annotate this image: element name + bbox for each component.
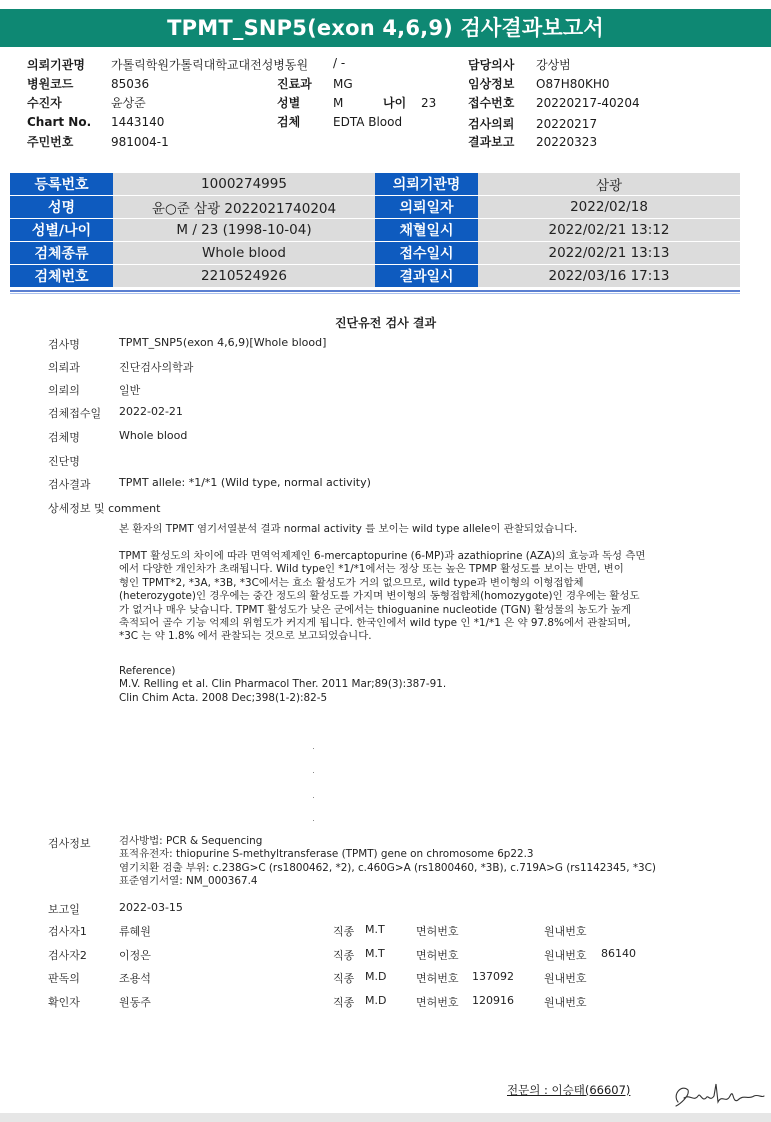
result-label: 검체명	[48, 431, 80, 444]
comment-line: 가 없거나 매우 낮습니다. TPMT 활성도가 낮은 군에서는 thioguanine nucleotide (TGN) 활성물의 농도가 높게	[119, 603, 631, 616]
header-row-request-date: 검사의뢰 20220217	[468, 117, 598, 131]
staff-license-label: 면허번호	[416, 996, 459, 1009]
staff-name: 원동주	[119, 996, 151, 1009]
reference-line: Clin Chim Acta. 2008 Dec;398(1-2):82-5	[119, 691, 328, 704]
method-block	[119, 835, 719, 889]
method-line: 염기치환 검출 부위: c.238G>C (rs1800462, *2), c.460G>A (rs1800460, *3B), c.719A>G (rs1142345, *3C)	[119, 861, 656, 874]
method-line: 표준염기서열: NM_000367.4	[119, 875, 258, 888]
result-label: 검체접수일	[48, 407, 102, 420]
staff-job-label: 직종	[333, 972, 355, 985]
result-value: 진단검사의학과	[119, 361, 194, 374]
header-row-specimen: 검체 EDTA Blood	[277, 115, 403, 129]
table-key: 검체종류	[10, 242, 113, 265]
staff-job: M.D	[365, 970, 387, 983]
comment-line: 에서 다양한 개인차가 초래됩니다. Wild type인 *1/*1에서는 정상 또는 높은 TPMP 활성도를 보이는 반면, 변이	[119, 563, 624, 576]
page-bottom-band	[0, 1113, 771, 1122]
table-value: Whole blood	[113, 242, 375, 265]
header-row-department: 진료과 MG	[277, 77, 353, 91]
result-value: TPMT_SNP5(exon 4,6,9)[Whole blood]	[119, 336, 327, 349]
staff-job-label: 직종	[333, 925, 355, 938]
header-row-chart-no: Chart No. 1443140	[27, 115, 165, 129]
comment-body	[119, 550, 689, 644]
report-date-value: 2022-03-15	[119, 901, 183, 914]
header-row-patient: 수진자 윤상준	[27, 96, 146, 110]
scan-speck	[313, 772, 314, 773]
staff-job-label: 직종	[333, 996, 355, 1009]
table-row	[10, 219, 740, 242]
result-label: 의뢰의	[48, 384, 80, 397]
result-value: 2022-02-21	[119, 405, 183, 418]
table-row	[10, 242, 740, 265]
report-date-label: 보고일	[48, 903, 80, 916]
table-row	[10, 196, 740, 219]
signature-image	[668, 1076, 766, 1110]
header-row-resident-no: 주민번호 981004-1	[27, 135, 169, 149]
comment-line: (heterozygote)인 경우에는 중간 정도의 활성도를 가지며 변이형의 동형접합체(homozygote)인 경우에는 활성도	[119, 590, 640, 603]
table-value: 2022/02/21 13:13	[478, 242, 740, 265]
header-row-receipt-no: 접수번호 20220217-40204	[468, 96, 640, 110]
divider	[10, 290, 740, 292]
specialist-contact: 전문의 : 이승태(66607)	[507, 1083, 631, 1097]
scan-speck	[313, 797, 314, 798]
table-value: 1000274995	[113, 173, 375, 196]
staff-name: 조용석	[119, 972, 151, 985]
comment-line: 축적되어 골수 기능 억제의 위험도가 커지게 됩니다. 한국인에서 wild type 인 *1/*1 은 약 97.8%에서 관찰되며,	[119, 617, 631, 630]
result-value: Whole blood	[119, 429, 188, 442]
divider	[10, 293, 740, 294]
method-line: 검사방법: PCR & Sequencing	[119, 835, 263, 847]
table-key: 성명	[10, 196, 113, 219]
header-row-slash: / -	[333, 56, 346, 70]
table-value: 2210524926	[113, 265, 375, 288]
scan-speck	[313, 820, 314, 821]
staff-emp-label: 원내번호	[544, 925, 587, 938]
result-label: 진단명	[48, 455, 80, 468]
report-title: TPMT_SNP5(exon 4,6,9) 검사결과보고서	[0, 9, 771, 47]
table-key: 결과일시	[375, 265, 478, 288]
scan-speck	[313, 748, 314, 749]
table-key: 접수일시	[375, 242, 478, 265]
staff-role: 판독의	[48, 972, 80, 985]
staff-emp-label: 원내번호	[544, 972, 587, 985]
table-key: 의뢰기관명	[375, 173, 478, 196]
staff-job: M.T	[365, 947, 385, 960]
comment-line: *3C 는 약 1.8% 에서 관찰되는 것으로 보고되었습니다.	[119, 630, 372, 643]
table-key: 채혈일시	[375, 219, 478, 242]
section-title: 진단유전 검사 결과	[334, 316, 437, 330]
table-key: 의뢰일자	[375, 196, 478, 219]
staff-job: M.D	[365, 994, 387, 1007]
method-label: 검사정보	[48, 837, 91, 850]
reference-line: M.V. Relling et al. Clin Pharmacol Ther. 2011 Mar;89(3):387-91.	[119, 678, 447, 691]
header-row-age: 나이 23	[383, 96, 437, 110]
result-label: 검사명	[48, 338, 80, 351]
table-value: 윤○준 삼광 2022021740204	[113, 196, 375, 219]
header-row-clinical-info: 임상정보 O87H80KH0	[468, 77, 610, 91]
header-row-report-date: 결과보고 20220323	[468, 135, 598, 149]
patient-info-table	[10, 173, 740, 288]
table-row	[10, 265, 740, 288]
result-value: TPMT allele: *1/*1 (Wild type, normal activity)	[119, 476, 371, 489]
staff-name: 이정은	[119, 949, 151, 962]
staff-job: M.T	[365, 923, 385, 936]
reference-line: Reference)	[119, 665, 176, 677]
staff-license: 120916	[472, 994, 514, 1007]
staff-license: 137092	[472, 970, 514, 983]
table-value: 2022/02/18	[478, 196, 740, 219]
method-line: 표적유전자: thiopurine S-methyltransferase (TPMT) gene on chromosome 6p22.3	[119, 848, 534, 861]
staff-role: 검사자1	[48, 925, 87, 938]
table-key: 등록번호	[10, 173, 113, 196]
table-value: 2022/02/21 13:12	[478, 219, 740, 242]
table-value: 삼광	[478, 173, 740, 196]
table-value: 2022/03/16 17:13	[478, 265, 740, 288]
staff-emp-label: 원내번호	[544, 949, 587, 962]
staff-name: 류혜원	[119, 925, 151, 938]
table-row	[10, 173, 740, 196]
comment-line: 형인 TPMT*2, *3A, *3B, *3C에서는 효소 활성도가 거의 없으므로, wild type과 변이형의 이형접합체	[119, 576, 584, 589]
header-row-doctor: 담당의사 강상범	[468, 58, 571, 72]
staff-role: 확인자	[48, 996, 80, 1009]
header-row-sex: 성별 M	[277, 96, 344, 110]
staff-license-label: 면허번호	[416, 972, 459, 985]
staff-license-label: 면허번호	[416, 925, 459, 938]
result-value: 일반	[119, 384, 141, 397]
header-row-institution: 의뢰기관명 가톨릭학원가톨릭대학교대전성병동원	[27, 58, 309, 72]
staff-job-label: 직종	[333, 949, 355, 962]
comment-summary: 본 환자의 TPMT 염기서열분석 결과 normal activity 를 보이는 wild type allele이 관찰되었습니다.	[119, 523, 578, 535]
staff-emp: 86140	[601, 947, 636, 960]
result-label: 의뢰과	[48, 361, 80, 374]
header-row-hospital-code: 병원코드 85036	[27, 77, 150, 91]
result-label: 검사결과	[48, 478, 91, 491]
comment-line: TPMT 활성도의 차이에 따라 면역억제제인 6-mercaptopurine (6-MP)과 azathioprine (AZA)의 효능과 독성 측면	[119, 550, 646, 562]
staff-role: 검사자2	[48, 949, 87, 962]
table-key: 성별/나이	[10, 219, 113, 242]
detail-label: 상세정보 및 comment	[48, 502, 161, 515]
table-value: M / 23 (1998-10-04)	[113, 219, 375, 242]
table-key: 검체번호	[10, 265, 113, 288]
reference-block	[119, 665, 689, 705]
staff-license-label: 면허번호	[416, 949, 459, 962]
staff-emp-label: 원내번호	[544, 996, 587, 1009]
